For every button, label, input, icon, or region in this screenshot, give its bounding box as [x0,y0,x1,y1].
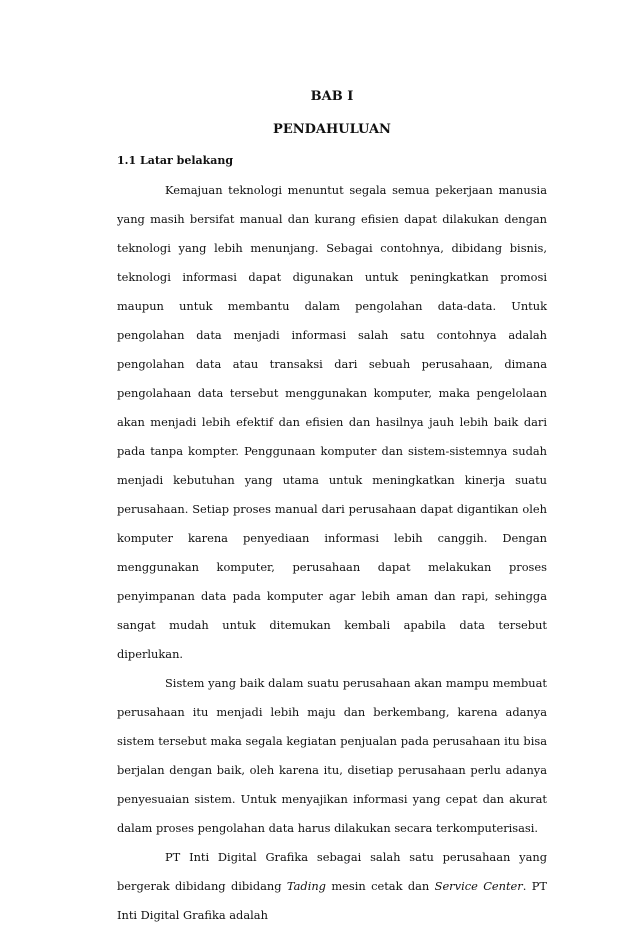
paragraph-3 [117,843,547,930]
paragraph-3-start: PT Inti Digital Grafika sebagai salah satu perusahaan yang bergerak dibidang dibidang [117,850,547,893]
chapter-title: PENDAHULUAN [273,122,391,137]
chapter-number: BAB I [310,89,354,104]
section-title: 1.1 Latar belakang [117,154,234,167]
italic-term-service-center: Service Center [434,879,523,893]
body-text [117,176,547,930]
paragraph-3-end: . PT Inti Digital Grafika adalah [117,879,547,922]
paragraph-2: Sistem yang baik dalam suatu perusahaan akan mampu membuat perusahaan itu menjadi lebih maju dan berkembang, karena adanya sistem tersebut maka segala kegiatan penjualan pada perusahaan itu bisa berjalan dengan baik, oleh karena itu, disetiap perusahaan perlu adanya penyesuaian sistem. Untuk menyajikan informasi yang cepat dan akurat dalam proses pengolahan data harus dilakukan secara terkomputerisasi. [117,676,547,835]
paragraph-3-mid: mesin cetak dan [331,879,430,893]
paragraph-1: Kemajuan teknologi menuntut segala semua pekerjaan manusia yang masih bersifat manual dan kurang efisien dapat dilakukan dengan teknologi yang lebih menunjang. Sebagai contohnya, dibidang bisnis, teknologi informasi dapat digunakan untuk peningkatkan promosi maupun untuk membantu dalam pengolahan data-data. Untuk pengolahan data menjadi informasi salah satu contohnya adalah pengolahan data atau transaksi dari sebuah perusahaan, dimana pengolahaan data tersebut menggunakan komputer, maka pengelolaan akan menjadi lebih efektif dan efisien dan hasilnya jauh lebih baik dari pada tanpa kompter. Penggunaan komputer dan sistem-sistemnya sudah menjadi kebutuhan yang utama untuk meningkatkan kinerja suatu perusahaan. Setiap proses manual dari perusahaan dapat digantikan oleh komputer karena penyediaan informasi lebih canggih. Dengan menggunakan komputer, perusahaan dapat melakukan proses penyimpanan data pada komputer agar lebih aman dan rapi, sehingga sangat mudah untuk ditemukan kembali apabila data tersebut diperlukan. [117,183,547,661]
italic-term-trading: Tading [286,879,326,893]
